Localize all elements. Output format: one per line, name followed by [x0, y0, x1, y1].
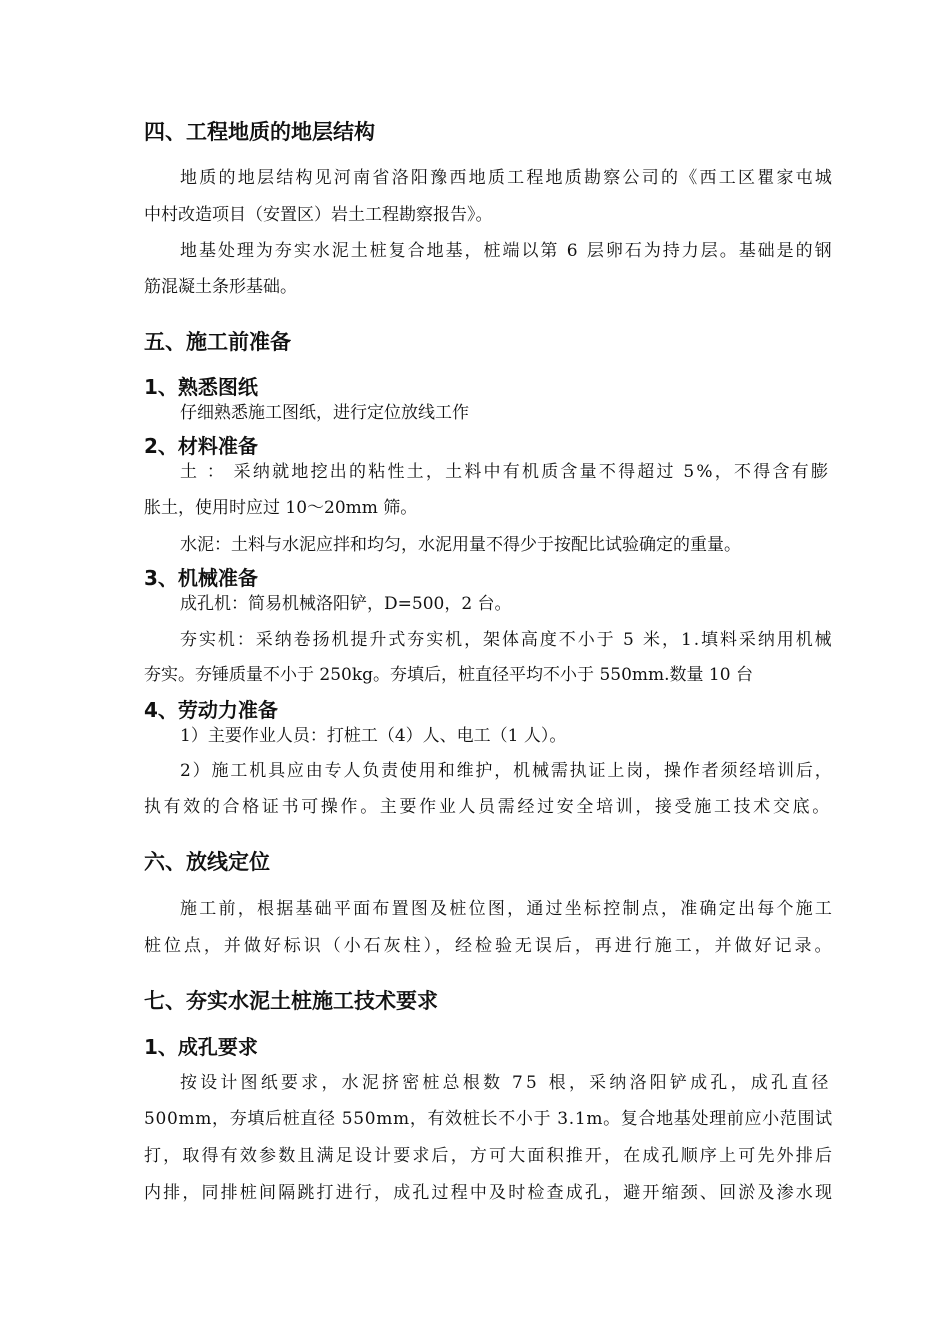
subsection-7-1-heading: 1、成孔要求: [144, 1035, 258, 1059]
section-4-line-3: 地基处理为夯实水泥土桩复合地基，桩端以第 6 层卵石为持力层。基础是的钢: [180, 241, 834, 261]
section-6-line-1: 施工前，根据基础平面布置图及桩位图，通过坐标控制点，准确定出每个施工: [180, 899, 835, 919]
section-6-line-2: 桩位点，并做好标识（小石灰柱），经检验无误后，再进行施工，并做好记录。: [144, 936, 835, 956]
subsection-5-4-heading: 4、劳动力准备: [144, 698, 278, 722]
subsection-5-2-line-3: 水泥：土料与水泥应拌和均匀，水泥用量不得少于按配比试验确定的重量。: [180, 535, 741, 555]
subsection-5-1-heading: 1、熟悉图纸: [144, 375, 258, 399]
subsection-7-1-line-2: 500mm，夯填后桩直径 550mm，有效桩长不小于 3.1m。复合地基处理前应小范围试: [144, 1109, 833, 1129]
section-7-heading: 七、夯实水泥土桩施工技术要求: [144, 989, 438, 1013]
subsection-5-4-line-2: 2）施工机具应由专人负责使用和维护，机械需执证上岗，操作者须经培训后，: [180, 761, 834, 781]
section-4-line-2: 中村改造项目（安置区）岩土工程勘察报告》。: [144, 205, 493, 225]
section-4-heading: 四、工程地质的地层结构: [144, 120, 375, 144]
subsection-5-4-line-3: 执有效的合格证书可操作。主要作业人员需经过安全培训，接受施工技术交底。: [144, 797, 832, 817]
subsection-5-3-heading: 3、机械准备: [144, 566, 258, 590]
subsection-7-1-line-3: 打，取得有效参数且满足设计要求后，方可大面积推开，在成孔顺序上可先外排后: [144, 1146, 835, 1166]
subsection-5-2-heading: 2、材料准备: [144, 434, 258, 458]
subsection-5-2-line-2: 胀土，使用时应过 10～20mm 筛。: [144, 498, 418, 518]
subsection-5-2-line-1: 土 ： 采纳就地挖出的粘性土，土料中有机质含量不得超过 5%，不得含有膨: [180, 462, 831, 482]
subsection-5-3-line-1: 成孔机：简易机械洛阳铲，D=500，2 台。: [180, 594, 512, 614]
subsection-5-1-line-1: 仔细熟悉施工图纸，进行定位放线工作: [180, 403, 469, 423]
subsection-5-3-line-2: 夯实机：采纳卷扬机提升式夯实机，架体高度不小于 5 米，1.填料采纳用机械: [180, 630, 834, 650]
subsection-7-1-line-1: 按设计图纸要求，水泥挤密桩总根数 75 根，采纳洛阳铲成孔，成孔直径: [180, 1073, 832, 1093]
section-6-heading: 六、放线定位: [144, 850, 270, 874]
subsection-7-1-line-4: 内排，同排桩间隔跳打进行，成孔过程中及时检查成孔，避开缩颈、回淤及渗水现: [144, 1183, 835, 1203]
section-5-heading: 五、施工前准备: [144, 330, 291, 354]
subsection-5-3-line-3: 夯实。夯锤质量不小于 250kg。夯填后，桩直径平均不小于 550mm.数量 10 台: [144, 665, 753, 685]
section-4-line-1: 地质的地层结构见河南省洛阳豫西地质工程地质勘察公司的《西工区瞿家屯城: [180, 168, 835, 188]
section-4-line-4: 筋混凝土条形基础。: [144, 277, 297, 297]
subsection-5-4-line-1: 1）主要作业人员：打桩工（4）人、电工（1 人）。: [180, 726, 567, 746]
